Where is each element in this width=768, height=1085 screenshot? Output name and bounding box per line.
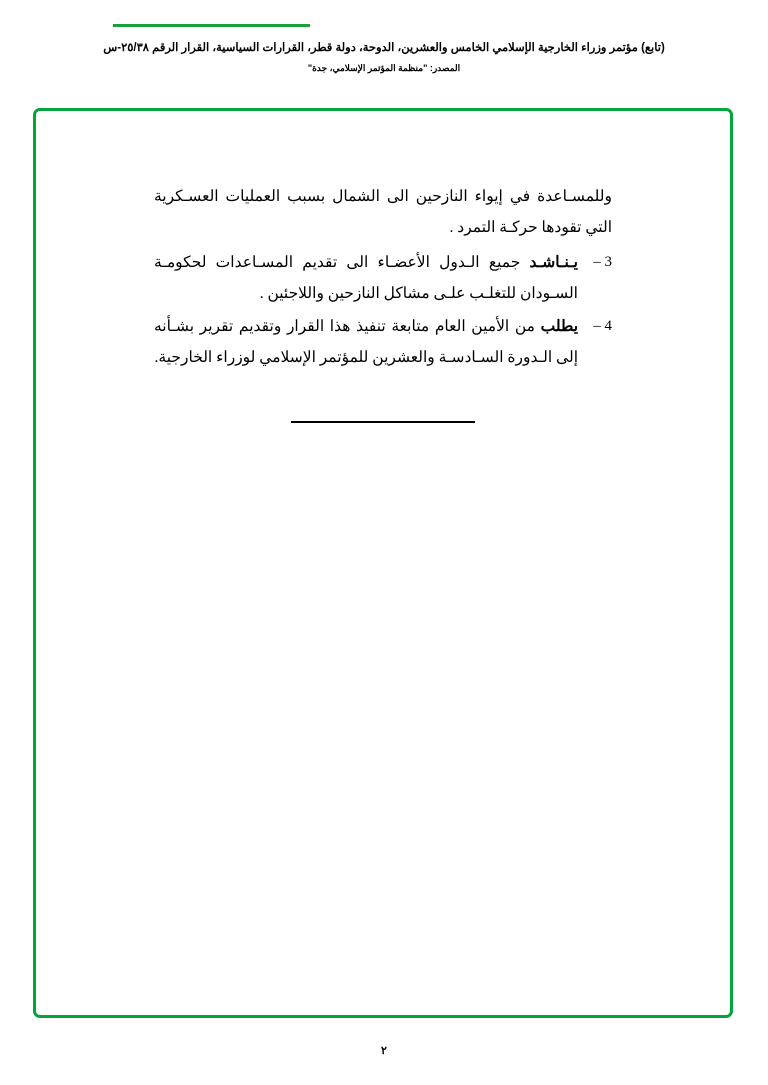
green-content-frame: [33, 108, 733, 1018]
clause-3-number: 3 –: [593, 254, 612, 270]
page-header: [0, 40, 768, 74]
continuation-paragraph: وللمسـاعدة في إيواء النازحين الى الشمال بسبب العمليات العسـكرية التي تقودها حركـة التمرد .: [154, 188, 612, 236]
section-separator-rule: [36, 421, 730, 423]
header-title-line: (تابع) مؤتمر وزراء الخارجية الإسلامي الخامس والعشرين، الدوحة، دولة قطر، القرارات السياسية، القرار الرقم ٢٥/٣٨-س: [103, 42, 665, 54]
clause-4: [154, 311, 612, 373]
page-number: ٢: [381, 1045, 387, 1057]
clause-4-lead: يطلب: [540, 318, 579, 335]
clause-3-lead: يـنـاشـد: [529, 254, 578, 271]
clause-3: [154, 247, 612, 309]
clause-3-body: [154, 247, 578, 309]
clause-4-number: 4 –: [593, 318, 612, 334]
top-green-rule: [113, 24, 310, 27]
document-body: [154, 181, 612, 375]
clause-4-text: من الأمين العام متابعة تنفيذ هذا القرار وتقديم تقرير بشـأنه إلى الـدورة السـادسـة والعشرين للمؤتمر الإسلامي لوزراء الخارجية.: [154, 318, 578, 366]
clause-3-text: جميع الـدول الأعضـاء الى تقديم المسـاعدات لحكومـة السـودان للتغلـب علـى مشاكل النازحين واللاجئين .: [154, 254, 578, 302]
clause-4-body: [154, 311, 578, 373]
header-source-line: المصدر: "منظمة المؤتمر الإسلامي، جدة": [307, 63, 461, 74]
